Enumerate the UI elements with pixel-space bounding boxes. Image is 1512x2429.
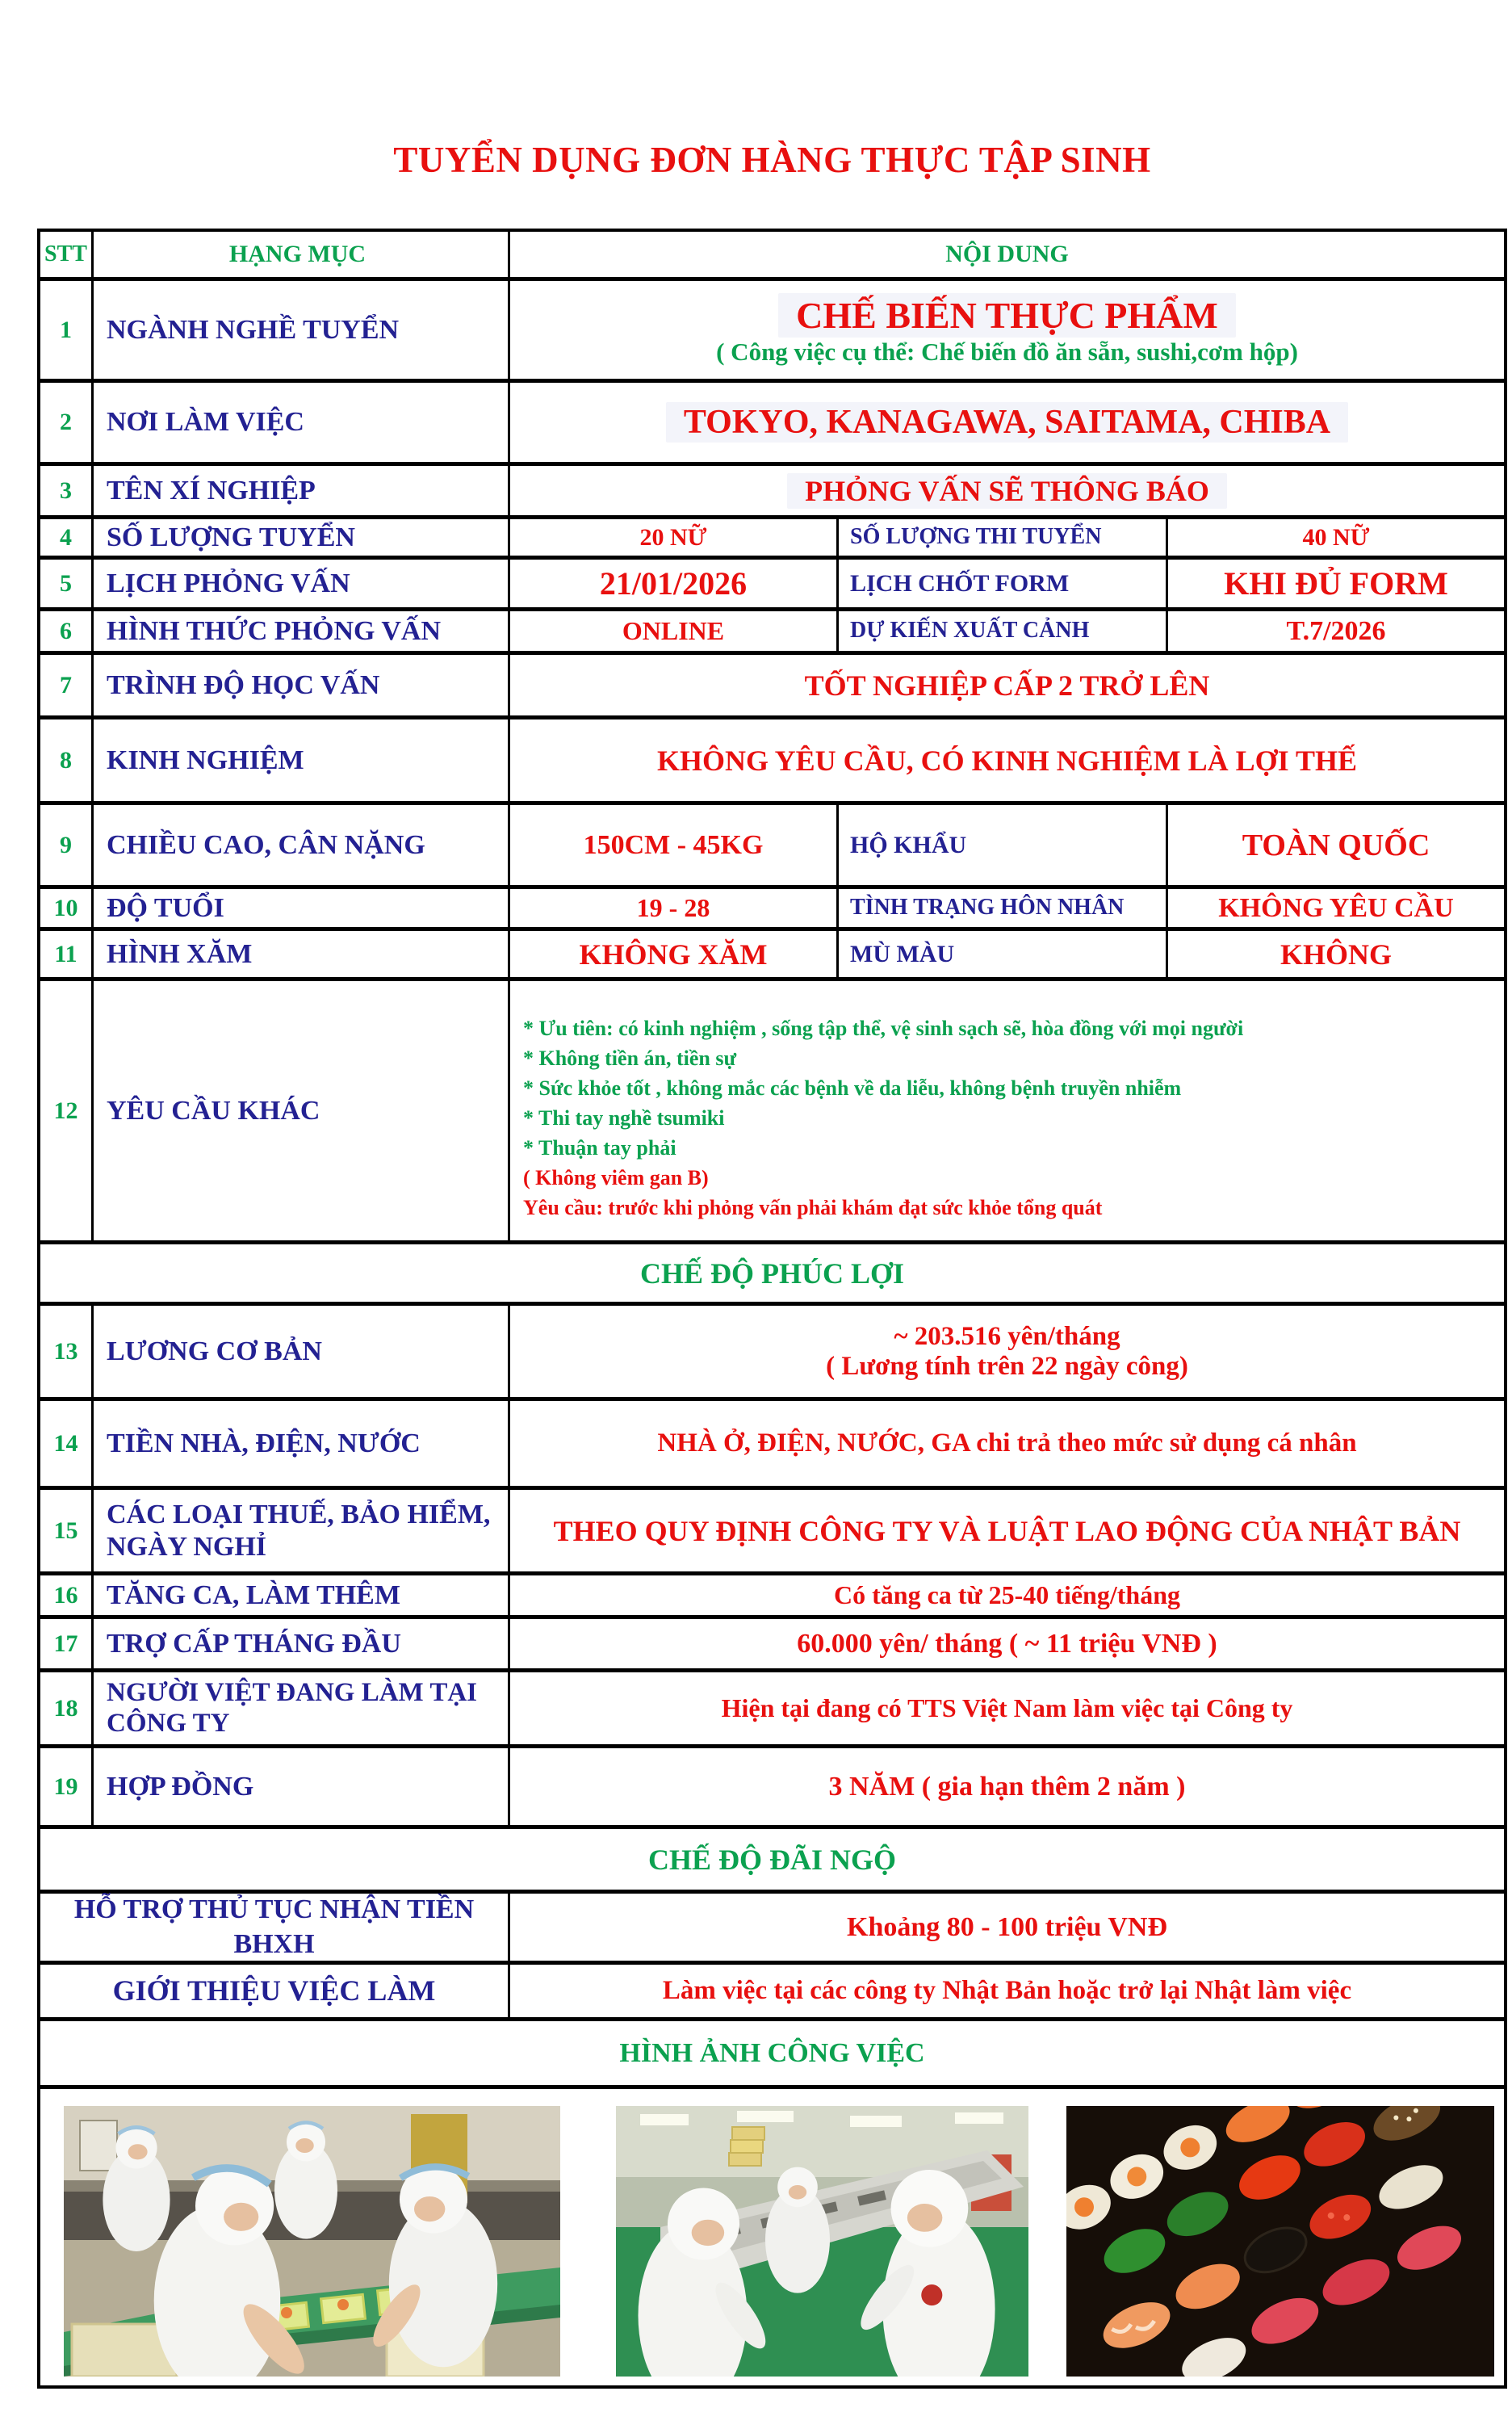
bento-assembly-line-illustration	[64, 2106, 560, 2377]
value-text: KHÔNG	[1280, 938, 1392, 971]
header-stt: STT	[44, 241, 87, 266]
row-number: 12	[53, 1097, 78, 1124]
row-label: LƯƠNG CƠ BẢN	[91, 1306, 508, 1397]
bento-assembly-line-photo	[64, 2106, 560, 2377]
row-noi-lam-viec	[40, 379, 1504, 462]
row-value-2	[1166, 519, 1504, 556]
row-ho-tro-bhxh	[40, 1890, 1504, 1961]
recruitment-table	[37, 229, 1507, 2389]
value-text: 150CM - 45KG	[583, 829, 764, 860]
section-banner-hinh-anh	[40, 2017, 1504, 2085]
row-number: 11	[54, 940, 77, 967]
row-number: 2	[60, 409, 72, 435]
row-label: ĐỘ TUỔI	[91, 889, 508, 927]
value-main: CHẾ BIẾN THỰC PHẨM	[778, 293, 1236, 338]
row-number: 17	[53, 1630, 78, 1657]
value-text: 40 NỮ	[1302, 523, 1370, 551]
value-main: 3 NĂM ( gia hạn thêm 2 năm )	[828, 1771, 1186, 1802]
section-banner-dai-ngo	[40, 1825, 1504, 1890]
row-number: 15	[53, 1517, 78, 1544]
row-value	[508, 1619, 1504, 1668]
row-label: CÁC LOẠI THUẾ, BẢO HIỂM, NGÀY NGHỈ	[91, 1490, 508, 1571]
row-sublabel	[836, 519, 1166, 556]
row-value-1	[508, 560, 836, 607]
sublabel-text: MÙ MÀU	[850, 941, 955, 967]
sushi-conveyor-workers-photo	[616, 2106, 1028, 2377]
value-text: T.7/2026	[1286, 615, 1386, 646]
row-number: 8	[60, 746, 72, 774]
value-main: Hiện tại đang có TTS Việt Nam làm việc tại Công ty	[721, 1693, 1293, 1722]
row-number: 13	[53, 1337, 78, 1365]
header-noi-dung: NỘI DUNG	[508, 232, 1504, 277]
row-number: 9	[60, 831, 72, 858]
sublabel-text: DỰ KIẾN XUẤT CẢNH	[850, 618, 1090, 644]
row-sublabel	[836, 611, 1166, 651]
row-number: 5	[60, 569, 72, 597]
row-value-2	[1166, 560, 1504, 607]
row-value-1	[508, 519, 836, 556]
row-sublabel	[836, 805, 1166, 885]
row-gioi-thieu-viec-lam	[40, 1961, 1504, 2017]
value-main: 60.000 yên/ tháng ( ~ 11 triệu VNĐ )	[797, 1628, 1217, 1659]
requirement-line: * Sức khỏe tốt , không mắc các bệnh về da liễu, không bệnh truyền nhiễm	[523, 1076, 1182, 1100]
row-label: TIỀN NHÀ, ĐIỆN, NƯỚC	[91, 1401, 508, 1486]
requirement-line: * Thi tay nghề tsumiki	[523, 1106, 725, 1130]
row-label: NGƯỜI VIỆT ĐANG LÀM TẠI CÔNG TY	[91, 1672, 508, 1744]
value-text: TOÀN QUỐC	[1242, 828, 1430, 862]
value-text: KHÔNG YÊU CẦU	[1218, 892, 1454, 923]
row-value	[508, 1672, 1504, 1744]
value-text: ONLINE	[622, 616, 725, 645]
row-value-1	[508, 805, 836, 885]
row-number: 7	[60, 671, 72, 698]
row-label: HÌNH XĂM	[91, 931, 508, 977]
row-hop-dong	[40, 1744, 1504, 1825]
value-main: Có tăng ca từ 25-40 tiếng/tháng	[834, 1580, 1180, 1609]
value-main: PHỎNG VẤN SẼ THÔNG BÁO	[787, 473, 1227, 509]
requirement-line: Yêu cầu: trước khi phỏng vấn phải khám đạt sức khỏe tổng quát	[523, 1196, 1103, 1219]
row-label: TÊN XÍ NGHIỆP	[91, 466, 508, 515]
row-label: KINH NGHIỆM	[91, 719, 508, 801]
row-label: NƠI LÀM VIỆC	[91, 383, 508, 462]
photo-strip	[40, 2089, 1504, 2377]
row-value-1	[508, 889, 836, 927]
row-label: GIỚI THIỆU VIỆC LÀM	[112, 1974, 436, 2007]
row-value	[508, 1748, 1504, 1825]
row-yeu-cau-khac	[40, 977, 1504, 1240]
value-text: KHI ĐỦ FORM	[1224, 565, 1448, 602]
value-main: THEO QUY ĐỊNH CÔNG TY VÀ LUẬT LAO ĐỘNG CỦA NHẬT BẢN	[553, 1514, 1461, 1547]
row-label: CHIỀU CAO, CÂN NẶNG	[91, 805, 508, 885]
row-number: 10	[53, 894, 78, 921]
row-label: HÌNH THỨC PHỎNG VẤN	[91, 611, 508, 651]
row-hinh-thuc-phong-van	[40, 607, 1504, 651]
row-value	[508, 719, 1504, 801]
row-chieu-cao-can-nang	[40, 801, 1504, 885]
value-text: 20 NỮ	[639, 523, 707, 551]
row-number: 19	[53, 1772, 78, 1800]
banner-text: CHẾ ĐỘ PHÚC LỢI	[639, 1256, 905, 1290]
table-header-row	[40, 232, 1504, 277]
row-ten-xi-nghiep	[40, 462, 1504, 515]
row-tien-nha-dien-nuoc	[40, 1397, 1504, 1486]
row-label: TĂNG CA, LÀM THÊM	[91, 1575, 508, 1615]
row-value	[508, 1894, 1504, 1961]
requirement-line: * Thuận tay phải	[523, 1136, 676, 1160]
sushi-platter-illustration	[1066, 2106, 1494, 2377]
sushi-platter-photo	[1066, 2106, 1494, 2377]
page-title: TUYỂN DỤNG ĐƠN HÀNG THỰC TẬP SINH	[393, 140, 1151, 180]
row-value-1	[508, 931, 836, 977]
row-value	[508, 383, 1504, 462]
row-tro-cap-thang-dau	[40, 1615, 1504, 1668]
row-value	[508, 1965, 1504, 2017]
value-text: 21/01/2026	[599, 565, 748, 602]
row-value	[508, 655, 1504, 715]
row-label: HỢP ĐỒNG	[91, 1748, 508, 1825]
sublabel-text: HỘ KHẨU	[850, 832, 967, 858]
value-sub: ( Công việc cụ thể: Chế biến đồ ăn sẵn, sushi,cơm hộp)	[716, 338, 1298, 366]
row-number: 14	[53, 1429, 78, 1457]
row-sublabel	[836, 889, 1166, 927]
row-value-2	[1166, 611, 1504, 651]
row-number: 18	[53, 1694, 78, 1722]
row-nguoi-viet-dang-lam	[40, 1668, 1504, 1744]
row-number: 6	[60, 617, 72, 644]
value-line-1: ~ 203.516 yên/tháng	[894, 1321, 1120, 1351]
value-text: 19 - 28	[636, 893, 710, 922]
row-so-luong-tuyen	[40, 515, 1504, 556]
row-label: TRỢ CẤP THÁNG ĐẦU	[91, 1619, 508, 1668]
row-label: LỊCH PHỎNG VẤN	[91, 560, 508, 607]
row-number: 16	[53, 1581, 78, 1609]
row-value	[508, 1306, 1504, 1397]
requirements-list	[508, 981, 1504, 1240]
work-photos-row	[40, 2085, 1504, 2385]
requirement-line: * Không tiền án, tiền sự	[523, 1047, 737, 1070]
row-sublabel	[836, 560, 1166, 607]
row-sublabel	[836, 931, 1166, 977]
row-number: 4	[60, 523, 72, 551]
row-value-2	[1166, 805, 1504, 885]
row-value-1	[508, 611, 836, 651]
row-label: SỐ LƯỢNG TUYỂN	[91, 519, 508, 556]
banner-text: HÌNH ẢNH CÔNG VIỆC	[619, 2037, 925, 2068]
sublabel-text: LỊCH CHỐT FORM	[850, 570, 1070, 597]
row-value-2	[1166, 889, 1504, 927]
banner-text: CHẾ ĐỘ ĐÃI NGỘ	[647, 1843, 897, 1876]
row-label: YÊU CẦU KHÁC	[91, 981, 508, 1240]
sublabel-text: SỐ LƯỢNG THI TUYỂN	[850, 524, 1102, 550]
value-line-2: ( Lương tính trên 22 ngày công)	[826, 1351, 1188, 1381]
row-tang-ca-lam-them	[40, 1571, 1504, 1615]
row-value	[508, 466, 1504, 515]
row-number: 1	[60, 316, 72, 343]
value-main: TỐT NGHIỆP CẤP 2 TRỞ LÊN	[804, 669, 1210, 702]
header-hang-muc: HẠNG MỤC	[91, 232, 508, 277]
value-main: Làm việc tại các công ty Nhật Bản hoặc trở lại Nhật làm việc	[662, 1976, 1352, 2005]
row-trinh-do-hoc-van	[40, 651, 1504, 715]
row-value	[508, 1401, 1504, 1486]
section-banner-phuc-loi	[40, 1240, 1504, 1302]
row-hinh-xam	[40, 927, 1504, 977]
row-label: NGÀNH NGHỀ TUYỂN	[91, 281, 508, 379]
value-main: NHÀ Ở, ĐIỆN, NƯỚC, GA chi trả theo mức sử dụng cá nhân	[657, 1428, 1357, 1458]
row-thue-bao-hiem-ngay-nghi	[40, 1486, 1504, 1571]
row-label: HỖ TRỢ THỦ TỤC NHẬN TIỀN BHXH	[73, 1894, 475, 1959]
row-value	[508, 1490, 1504, 1571]
row-number: 3	[60, 476, 72, 504]
sublabel-text: TÌNH TRẠNG HÔN NHÂN	[850, 895, 1125, 921]
sushi-conveyor-illustration	[616, 2106, 1028, 2377]
requirement-line: * Ưu tiên: có kinh nghiệm , sống tập thể, vệ sinh sạch sẽ, hòa đồng với mọi người	[523, 1017, 1244, 1040]
value-main: KHÔNG YÊU CẦU, CÓ KINH NGHIỆM LÀ LỢI THẾ	[656, 744, 1358, 777]
value-main: TOKYO, KANAGAWA, SAITAMA, CHIBA	[666, 402, 1348, 443]
row-luong-co-ban	[40, 1302, 1504, 1397]
row-nganh-nghe-tuyen	[40, 277, 1504, 379]
row-kinh-nghiem	[40, 715, 1504, 801]
requirement-line: ( Không viêm gan B)	[523, 1166, 709, 1189]
row-do-tuoi	[40, 885, 1504, 927]
value-text: KHÔNG XĂM	[579, 938, 768, 971]
row-value-2	[1166, 931, 1504, 977]
row-lich-phong-van	[40, 556, 1504, 607]
row-label: TRÌNH ĐỘ HỌC VẤN	[91, 655, 508, 715]
row-value	[508, 281, 1504, 379]
value-main: Khoảng 80 - 100 triệu VNĐ	[847, 1911, 1167, 1942]
row-value	[508, 1575, 1504, 1615]
